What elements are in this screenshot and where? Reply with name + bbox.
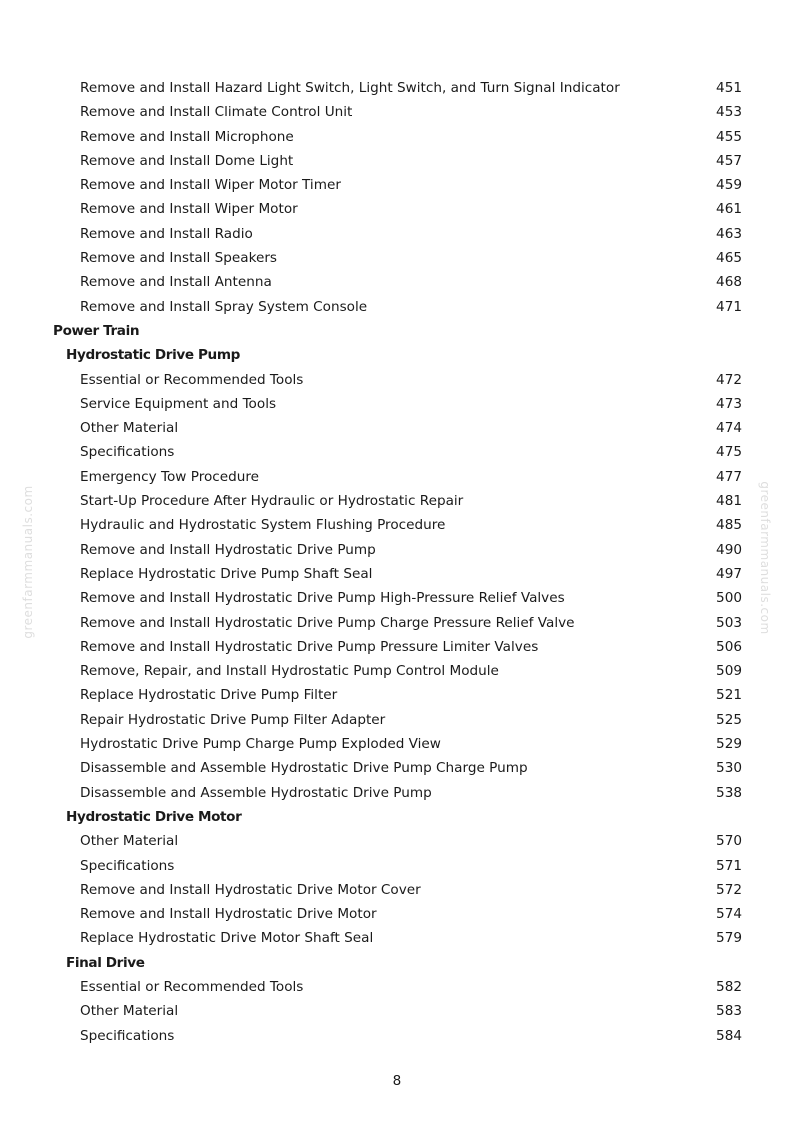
toc-entry-page-number: 461 (716, 201, 742, 218)
toc-entry-page-number: 579 (716, 930, 742, 947)
toc-entry-title: Remove and Install Hydrostatic Drive Motor (80, 906, 377, 923)
toc-entry[interactable] (0, 222, 794, 246)
toc-entry-title: Remove and Install Spray System Console (80, 298, 368, 315)
toc-entry-title: Remove and Install Hydrostatic Drive Motor Cover (80, 881, 421, 898)
toc-entry-page-number: 474 (716, 420, 742, 437)
toc-entry-title: Remove and Install Climate Control Unit (80, 104, 353, 121)
toc-entry-page-number: 497 (716, 565, 742, 582)
toc-entry[interactable] (0, 635, 794, 659)
toc-entry-title: Replace Hydrostatic Drive Motor Shaft Seal (80, 930, 374, 947)
toc-entry-page-number: 481 (716, 493, 742, 510)
toc-entry[interactable] (0, 173, 794, 197)
toc-entry-page-number: 574 (716, 906, 742, 923)
toc-entry[interactable] (0, 440, 794, 464)
toc-section-heading (0, 343, 794, 367)
toc-entry[interactable] (0, 149, 794, 173)
toc-entry-title: Remove and Install Wiper Motor (80, 201, 298, 218)
toc-entry-title: Specifications (80, 1027, 175, 1044)
toc-entry-title: Service Equipment and Tools (80, 395, 277, 412)
toc-entry-title: Hydraulic and Hydrostatic System Flushing Procedure (80, 517, 446, 534)
toc-entry-title: Hydrostatic Drive Motor (66, 808, 242, 825)
toc-entry[interactable] (0, 416, 794, 440)
toc-entry-title: Essential or Recommended Tools (80, 978, 304, 995)
toc-entry[interactable] (0, 586, 794, 610)
toc-entry-page-number: 583 (716, 1003, 742, 1020)
toc-entry-page-number: 471 (716, 298, 742, 315)
toc-entry[interactable] (0, 854, 794, 878)
toc-entry-title: Emergency Tow Procedure (80, 468, 260, 485)
toc-entry-page-number: 472 (716, 371, 742, 388)
toc-entry-page-number: 490 (716, 541, 742, 558)
toc-entry[interactable] (0, 100, 794, 124)
toc-entry-title: Disassemble and Assemble Hydrostatic Drive Pump (80, 784, 432, 801)
toc-entry-title: Remove and Install Radio (80, 225, 253, 242)
toc-entry-page-number: 475 (716, 444, 742, 461)
toc-entry[interactable] (0, 295, 794, 319)
toc-entry-title: Hydrostatic Drive Pump (66, 347, 240, 364)
toc-entry-title: Remove and Install Hydrostatic Drive Pump High-Pressure Relief Valves (80, 590, 565, 607)
toc-entry-title: Start-Up Procedure After Hydraulic or Hydrostatic Repair (80, 493, 464, 510)
toc-entry-page-number: 485 (716, 517, 742, 534)
toc-entry-title: Remove and Install Hydrostatic Drive Pump (80, 541, 376, 558)
toc-entry-title: Replace Hydrostatic Drive Pump Shaft Seal (80, 565, 373, 582)
toc-entry-page-number: 538 (716, 784, 742, 801)
toc-entry[interactable] (0, 465, 794, 489)
toc-entry[interactable] (0, 611, 794, 635)
watermark-right: greenfarmmanuals.com (758, 481, 772, 635)
toc-entry-title: Final Drive (66, 954, 145, 971)
toc-entry-page-number: 584 (716, 1027, 742, 1044)
toc-entry-title: Hydrostatic Drive Pump Charge Pump Exploded View (80, 736, 441, 753)
toc-entry[interactable] (0, 975, 794, 999)
toc-entry[interactable] (0, 270, 794, 294)
toc-entry-title: Remove and Install Speakers (80, 250, 277, 267)
toc-entry-page-number: 453 (716, 104, 742, 121)
toc-entry-title: Remove, Repair, and Install Hydrostatic Pump Control Module (80, 663, 499, 680)
toc-entry-title: Power Train (53, 322, 140, 339)
toc-entry-title: Essential or Recommended Tools (80, 371, 304, 388)
toc-entry[interactable] (0, 76, 794, 100)
toc-entry[interactable] (0, 829, 794, 853)
toc-entry-title: Repair Hydrostatic Drive Pump Filter Adapter (80, 711, 386, 728)
toc-entry[interactable] (0, 246, 794, 270)
toc-section-heading (0, 805, 794, 829)
toc-entry-title: Replace Hydrostatic Drive Pump Filter (80, 687, 338, 704)
toc-entry-page-number: 451 (716, 80, 742, 96)
toc-entry-page-number: 503 (716, 614, 742, 631)
toc-entry-page-number: 477 (716, 468, 742, 485)
toc-entry-title: Other Material (80, 833, 179, 850)
toc-entry-page-number: 459 (716, 177, 742, 194)
toc-entry-title: Remove and Install Wiper Motor Timer (80, 177, 341, 194)
toc-entry[interactable] (0, 392, 794, 416)
toc-entry-title: Remove and Install Antenna (80, 274, 272, 291)
toc-entry-title: Remove and Install Hydrostatic Drive Pump Charge Pressure Relief Valve (80, 614, 575, 631)
toc-entry-page-number: 468 (716, 274, 742, 291)
toc-entry-title: Remove and Install Microphone (80, 128, 294, 145)
toc-entry[interactable] (0, 513, 794, 537)
toc-entry[interactable] (0, 368, 794, 392)
toc-entry-title: Other Material (80, 1003, 179, 1020)
toc-entry[interactable] (0, 781, 794, 805)
toc-entry-title: Other Material (80, 420, 179, 437)
toc-entry-page-number: 465 (716, 250, 742, 267)
toc-entry[interactable] (0, 1024, 794, 1048)
toc-entry[interactable] (0, 999, 794, 1023)
toc-entry-page-number: 473 (716, 395, 742, 412)
toc-entry[interactable] (0, 926, 794, 950)
toc-entry[interactable] (0, 902, 794, 926)
toc-entry-page-number: 463 (716, 225, 742, 242)
toc-entry-page-number: 582 (716, 978, 742, 995)
toc-entry[interactable] (0, 125, 794, 149)
toc-entry-title: Disassemble and Assemble Hydrostatic Drive Pump Charge Pump (80, 760, 528, 777)
toc-entry-title: Remove and Install Hydrostatic Drive Pump Pressure Limiter Valves (80, 638, 539, 655)
toc-entry[interactable] (0, 756, 794, 780)
toc-entry-page-number: 572 (716, 881, 742, 898)
toc-entry[interactable] (0, 708, 794, 732)
toc-entry-title: Specifications (80, 857, 175, 874)
toc-section-heading (0, 951, 794, 975)
toc-entry[interactable] (0, 732, 794, 756)
toc-entry-page-number: 571 (716, 857, 742, 874)
toc-entry-page-number: 570 (716, 833, 742, 850)
toc-entry[interactable] (0, 683, 794, 707)
toc-entry-page-number: 529 (716, 736, 742, 753)
toc-entry[interactable] (0, 538, 794, 562)
toc-entry-page-number: 509 (716, 663, 742, 680)
toc-entry-page-number: 500 (716, 590, 742, 607)
watermark-left: greenfarmmanuals.com (21, 485, 35, 639)
toc-entry-page-number: 455 (716, 128, 742, 145)
toc-entry[interactable] (0, 562, 794, 586)
toc-entry-page-number: 457 (716, 152, 742, 169)
toc-entry[interactable] (0, 659, 794, 683)
toc-entry-title: Specifications (80, 444, 175, 461)
toc-entry[interactable] (0, 489, 794, 513)
toc-entry[interactable] (0, 197, 794, 221)
toc-section-heading (0, 319, 794, 343)
toc-entry[interactable] (0, 878, 794, 902)
toc-entry-page-number: 525 (716, 711, 742, 728)
page-number: 8 (392, 1073, 402, 1089)
toc-entry-title: Remove and Install Hazard Light Switch, Light Switch, and Turn Signal Indicator (80, 80, 620, 96)
table-of-contents (0, 76, 794, 1048)
toc-entry-page-number: 506 (716, 638, 742, 655)
toc-entry-page-number: 521 (716, 687, 742, 704)
toc-entry-page-number: 530 (716, 760, 742, 777)
toc-entry-title: Remove and Install Dome Light (80, 152, 294, 169)
